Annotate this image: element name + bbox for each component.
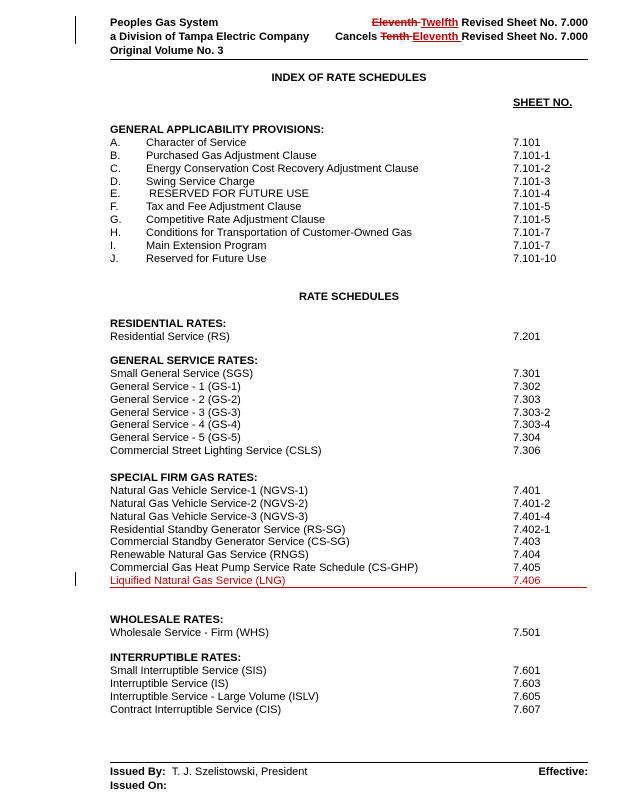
rate-schedules-title: RATE SCHEDULES — [298, 291, 400, 303]
schedule-label: Purchased Gas Adjustment Clause — [146, 149, 317, 162]
sheet-number: 7.101-5 — [513, 214, 551, 227]
sheet-number: 7.302 — [513, 380, 541, 393]
schedule-label: Small Interruptible Service (SIS) — [110, 665, 267, 677]
sheet-number: 7.303 — [513, 393, 541, 406]
cancels-rest: Revised Sheet No. 7.000 — [461, 31, 588, 43]
cancels-inserted: Eleventh — [412, 31, 462, 43]
sheet-number: 7.301 — [513, 368, 541, 380]
sheet-number: 7.401 — [513, 485, 541, 497]
sheet-number: 7.303-4 — [513, 419, 551, 432]
schedule-label: Commercial Street Lighting Service (CSLS) — [110, 445, 322, 458]
issued-by — [110, 766, 307, 779]
provision-letter: I. — [110, 239, 117, 252]
revision-change-bar-lng — [75, 572, 76, 586]
sheet-number: 7.603 — [513, 677, 541, 690]
residential-heading: RESIDENTIAL RATES: — [110, 318, 227, 330]
sheet-number: 7.304 — [513, 432, 541, 445]
schedule-label: Residential Service (RS) — [110, 331, 230, 343]
sheet-revision-deleted: Eleventh — [371, 17, 421, 29]
sheet-number: 7.101 — [513, 137, 541, 149]
sheet-number: 7.101-10 — [513, 252, 557, 265]
issued-on-label: Issued On: — [110, 780, 167, 792]
schedule-label: Interruptible Service - Large Volume (ISLV) — [110, 690, 319, 703]
provision-letter: H. — [110, 226, 121, 239]
company-name: Peoples Gas System — [110, 17, 219, 29]
sheet-number: 7.101-7 — [513, 226, 551, 239]
provision-letter: D. — [110, 175, 121, 188]
revision-change-bar-header — [75, 16, 76, 44]
schedule-label: Character of Service — [146, 137, 247, 149]
schedule-label: RESERVED FOR FUTURE USE — [146, 188, 309, 201]
sheet-number: 7.303-2 — [513, 406, 551, 419]
sheet-number: 7.401-4 — [513, 510, 551, 523]
sheet-number: 7.402-1 — [513, 523, 551, 536]
issued-by-label: Issued By: — [110, 766, 166, 778]
provision-letter: F. — [110, 201, 119, 214]
sheet-no-heading: SHEET NO. — [513, 97, 573, 109]
schedule-label: Reserved for Future Use — [146, 252, 267, 265]
tariff-volume: Original Volume No. 3 — [110, 45, 224, 57]
effective-label: Effective: — [538, 766, 588, 778]
page-title: INDEX OF RATE SCHEDULES — [271, 72, 427, 84]
interruptible-heading: INTERRUPTIBLE RATES: — [110, 652, 242, 664]
provision-letter: C. — [110, 162, 121, 175]
header-rule — [110, 59, 588, 60]
schedule-label: Small General Service (SGS) — [110, 368, 254, 380]
sheet-number: 7.101-1 — [513, 149, 551, 162]
provision-letter: J. — [110, 252, 119, 265]
schedule-label: General Service - 4 (GS-4) — [110, 419, 241, 432]
cancels-deleted: Tenth — [380, 31, 413, 43]
schedule-label: General Service - 1 (GS-1) — [110, 380, 241, 393]
sheet-number: 7.601 — [513, 665, 541, 677]
sheet-number: 7.403 — [513, 536, 541, 549]
sheet-revision — [372, 17, 588, 30]
schedule-label: Liquified Natural Gas Service (LNG) — [110, 574, 286, 587]
sheet-number: 7.605 — [513, 690, 541, 703]
sheet-number: 7.406 — [513, 574, 541, 587]
sheet-revision-inserted: Twelfth — [420, 17, 459, 29]
company-division: a Division of Tampa Electric Company — [110, 31, 310, 43]
sheet-number: 7.201 — [513, 331, 541, 343]
sheet-number: 7.101-4 — [513, 188, 551, 201]
provision-letter: A. — [110, 137, 121, 149]
provision-letter: G. — [110, 214, 122, 227]
schedule-label: Residential Standby Generator Service (RS-SG) — [110, 523, 346, 536]
schedule-label: Natural Gas Vehicle Service-3 (NGVS-3) — [110, 510, 309, 523]
schedule-label: Renewable Natural Gas Service (RNGS) — [110, 549, 309, 562]
schedule-label: Interruptible Service (IS) — [110, 677, 229, 690]
schedule-label: Natural Gas Vehicle Service-1 (NGVS-1) — [110, 485, 309, 497]
schedule-label: General Service - 5 (GS-5) — [110, 432, 241, 445]
sheet-number: 7.101-5 — [513, 201, 551, 214]
sheet-revision-rest: Revised Sheet No. 7.000 — [458, 17, 588, 29]
sheet-number: 7.101-7 — [513, 239, 551, 252]
wholesale-heading: WHOLESALE RATES: — [110, 614, 224, 626]
schedule-label: Commercial Standby Generator Service (CS-SG) — [110, 536, 350, 549]
sheet-number: 7.501 — [513, 627, 541, 639]
schedule-label: Contract Interruptible Service (CIS) — [110, 703, 282, 716]
schedule-label: Swing Service Charge — [146, 175, 255, 188]
sheet-number: 7.101-3 — [513, 175, 551, 188]
special-firm-heading: SPECIAL FIRM GAS RATES: — [110, 472, 258, 484]
sheet-number: 7.306 — [513, 445, 541, 458]
schedule-label: Wholesale Service - Firm (WHS) — [110, 627, 269, 639]
sheet-number: 7.401-2 — [513, 497, 551, 510]
schedule-label: Conditions for Transportation of Customer-Owned Gas — [146, 226, 412, 239]
inserted-line-underline — [110, 587, 587, 588]
issued-by-value: T. J. Szelistowski, President — [171, 766, 308, 778]
sheet-number: 7.405 — [513, 562, 541, 575]
provision-letter: E. — [110, 188, 121, 201]
provision-letter: B. — [110, 149, 121, 162]
schedule-label: Main Extension Program — [146, 239, 267, 252]
sheet-number: 7.607 — [513, 703, 541, 716]
schedule-label: Tax and Fee Adjustment Clause — [146, 201, 302, 214]
schedule-label: Commercial Gas Heat Pump Service Rate Schedule (CS-GHP) — [110, 562, 419, 575]
schedule-label: Energy Conservation Cost Recovery Adjustment Clause — [146, 162, 419, 175]
sheet-number: 7.404 — [513, 549, 541, 562]
cancels-revision — [335, 31, 588, 44]
footer-rule — [110, 762, 588, 763]
schedule-label: General Service - 2 (GS-2) — [110, 393, 241, 406]
sheet-number: 7.101-2 — [513, 162, 551, 175]
schedule-label: Competitive Rate Adjustment Clause — [146, 214, 326, 227]
schedule-label: Natural Gas Vehicle Service-2 (NGVS-2) — [110, 497, 309, 510]
general-service-heading: GENERAL SERVICE RATES: — [110, 355, 258, 367]
cancels-prefix: Cancels — [335, 31, 381, 43]
schedule-label: General Service - 3 (GS-3) — [110, 406, 241, 419]
general-provisions-heading: GENERAL APPLICABILITY PROVISIONS: — [110, 124, 325, 136]
